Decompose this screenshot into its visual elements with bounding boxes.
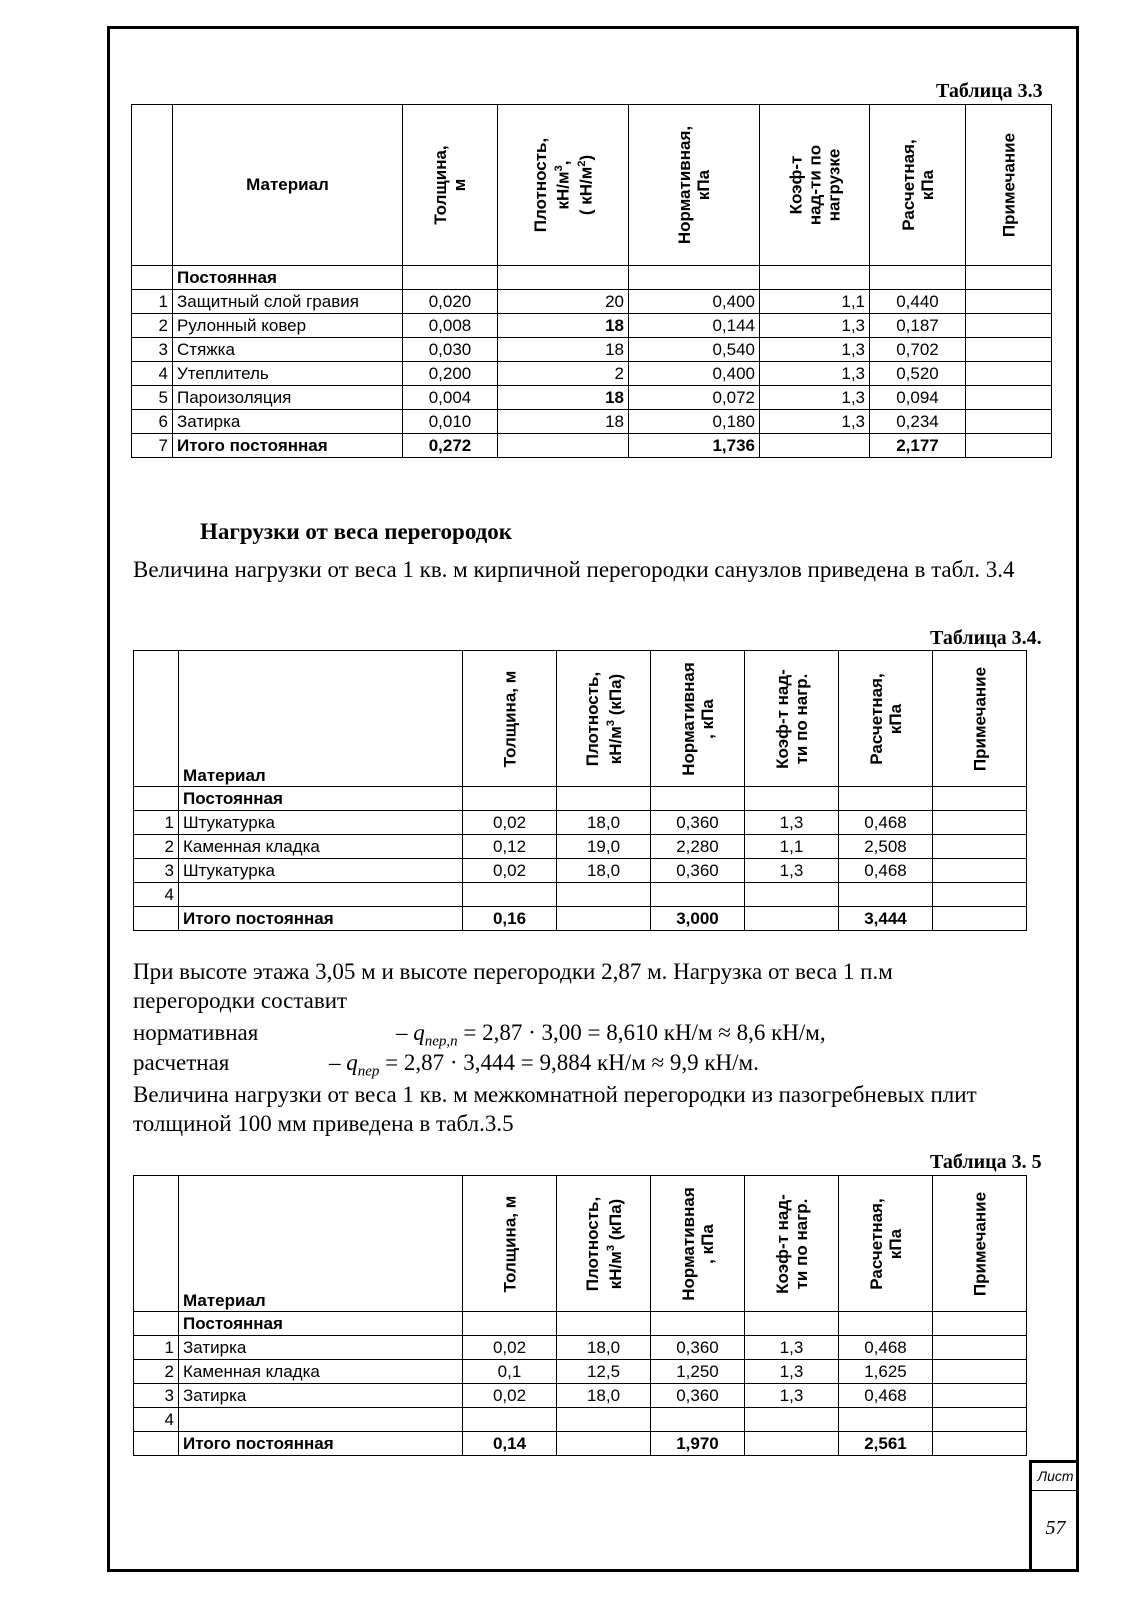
section-row: Постоянная [132, 266, 1052, 290]
table-row: 3 Стяжка 0,030 18 0,540 1,3 0,702 [132, 338, 1052, 362]
table-row: 5 Пароизоляция 0,004 18 0,072 1,3 0,094 [132, 386, 1052, 410]
table-3-5 [133, 1175, 1027, 1456]
col-thickness-header: Толщина, м [403, 105, 498, 266]
col-number-header [134, 1176, 179, 1312]
col-density-header: Плотность, $кН/м^3$, ( $кН/м^2$) [498, 105, 629, 266]
col-material-header: Материал [173, 105, 403, 266]
col-density-header: Плотность, $кН/м^3$ (кПа) [557, 651, 651, 787]
sheet-label: Лист [1032, 1463, 1079, 1491]
table-row: 2 Каменная кладка 0,12 19,0 2,280 1,1 2,508 [134, 835, 1027, 859]
col-note-header: Примечание [933, 1176, 1027, 1312]
sheet-stamp [1029, 1460, 1079, 1572]
col-number-header [132, 105, 173, 266]
table-3-3-caption: Таблица 3.3 [936, 80, 1043, 102]
col-density-header: Плотность, $кН/м^3$ (кПа) [557, 1176, 651, 1312]
page-number: 57 [1045, 1517, 1066, 1539]
col-normative-header: Нормативная , кПа [651, 1176, 745, 1312]
col-design-header: Расчетная, кПа [839, 651, 933, 787]
table-row: 3 Штукатурка 0,02 18,0 0,360 1,3 0,468 [134, 859, 1027, 883]
table-row: 1 Штукатурка 0,02 18,0 0,360 1,3 0,468 [134, 811, 1027, 835]
table-3-3 [131, 104, 1052, 458]
paragraph-3: Величина нагрузки от веса 1 кв. м межкомнатной перегородки из пазогребневых плит толщиной 100 мм приведена в табл.3.5 [133, 1082, 977, 1136]
col-coef-header: Коэф-т над- ти по нагр. [745, 651, 839, 787]
section-row: Постоянная [134, 787, 1027, 811]
total-row: Итого постоянная 0,16 3,000 3,444 [134, 907, 1027, 931]
col-thickness-header: Толщина, м [463, 651, 557, 787]
table-row: 2 Рулонный ковер 0,008 18 0,144 1,3 0,187 [132, 314, 1052, 338]
col-thickness-header: Толщина, м [463, 1176, 557, 1312]
section-heading: Нагрузки от веса перегородок [200, 519, 513, 544]
table-row: 3 Затирка 0,02 18,0 0,360 1,3 0,468 [134, 1384, 1027, 1408]
paragraph-2-line-2: перегородки составит [133, 988, 348, 1013]
paragraph-1: Величина нагрузки от веса 1 кв. м кирпичной перегородки санузлов приведена в табл. 3.4 [133, 557, 1015, 582]
formula-normative: нормативная – $q_{пер,п} = 2,87 \cdot 3,00 = 8,610$ кН/м ≈ 8,6 кН/м, [133, 1020, 826, 1050]
col-coef-header: Коэф-т над- ти по нагр. [745, 1176, 839, 1312]
col-normative-header: Нормативная, кПа [629, 105, 760, 266]
table-3-4-caption: Таблица 3.4. [930, 627, 1042, 649]
total-row: 7 Итого постоянная 0,272 1,736 2,177 [132, 434, 1052, 458]
table-row: 4 Утеплитель 0,200 2 0,400 1,3 0,520 [132, 362, 1052, 386]
formula-normative-label: нормативная [133, 1020, 259, 1045]
col-design-header: Расчетная, кПа [870, 105, 966, 266]
table-row: 4 [134, 883, 1027, 907]
col-normative-header: Нормативная , кПа [651, 651, 745, 787]
table-row: 4 [134, 1408, 1027, 1432]
col-note-header: Примечание [966, 105, 1052, 266]
paragraph-2-line-1: При высоте этажа 3,05 м и высоте перегородки 2,87 м. Нагрузка от веса 1 п.м [133, 959, 893, 984]
formula-design: расчетная – $q_{пер} = 2,87 \cdot 3,444 = 9,884$ кН/м ≈ 9,9 кН/м. [133, 1050, 759, 1080]
table-3-4 [133, 650, 1027, 931]
col-coef-header: Коэф-т над-ти по нагрузке [760, 105, 870, 266]
col-material-header: Материал [179, 651, 463, 787]
col-number-header [134, 651, 179, 787]
formula-design-label: расчетная [133, 1050, 230, 1075]
col-material-header: Материал [179, 1176, 463, 1312]
table-row: 1 Защитный слой гравия 0,020 20 0,400 1,1 0,440 [132, 290, 1052, 314]
col-design-header: Расчетная, кПа [839, 1176, 933, 1312]
table-row: 2 Каменная кладка 0,1 12,5 1,250 1,3 1,625 [134, 1360, 1027, 1384]
col-note-header: Примечание [933, 651, 1027, 787]
section-row: Постоянная [134, 1312, 1027, 1336]
total-row: Итого постоянная 0,14 1,970 2,561 [134, 1432, 1027, 1456]
table-3-5-caption: Таблица 3. 5 [930, 1151, 1042, 1173]
table-row: 6 Затирка 0,010 18 0,180 1,3 0,234 [132, 410, 1052, 434]
table-row: 1 Затирка 0,02 18,0 0,360 1,3 0,468 [134, 1336, 1027, 1360]
